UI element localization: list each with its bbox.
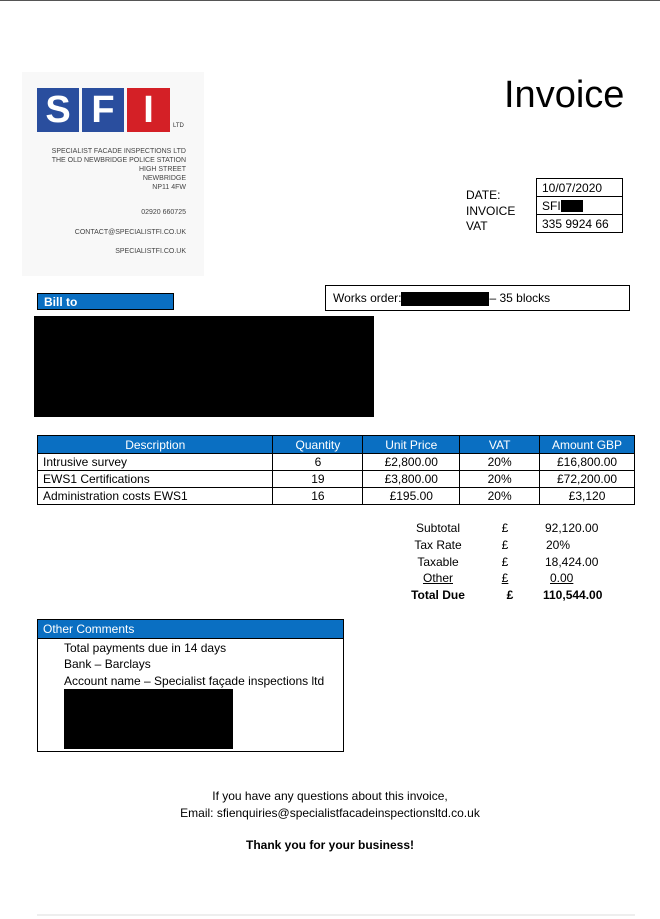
logo-letter-s: S: [37, 88, 79, 132]
comment-line: Bank – Barclays: [64, 657, 151, 671]
table-header-row: [38, 436, 635, 454]
cell-description: EWS1 Certifications: [38, 471, 273, 488]
meta-table: [536, 178, 623, 233]
invoice-number: [537, 197, 623, 215]
taxable-label: Taxable: [417, 555, 459, 569]
line-items-table: [37, 435, 635, 505]
invoice-prefix: SFI: [542, 198, 561, 213]
cell-unit-price: £3,800.00: [363, 471, 460, 488]
bill-to-redaction: [34, 316, 374, 417]
works-order-label: Works order:: [333, 291, 402, 305]
cell-description: Intrusive survey: [38, 454, 273, 471]
other-label: Other: [422, 571, 453, 585]
comment-line: Total payments due in 14 days: [64, 641, 227, 655]
cell-vat: 20%: [460, 488, 540, 505]
logo-letter-f: F: [82, 88, 124, 132]
address-line: SPECIALIST FACADE INSPECTIONS LTD: [51, 148, 186, 155]
company-phone: 02920 660725: [141, 209, 186, 216]
date-label: DATE:: [466, 188, 501, 202]
table-row: [38, 471, 635, 488]
column-header: Unit Price: [363, 436, 460, 454]
cell-amount: £72,200.00: [540, 471, 635, 488]
document-title: Invoice: [504, 74, 625, 116]
tax-rate-label: Tax Rate: [414, 538, 462, 552]
cell-unit-price: £2,800.00: [363, 454, 460, 471]
subtotal-currency: £: [501, 521, 509, 535]
taxable-currency: £: [501, 555, 509, 569]
top-border: [0, 0, 660, 1]
other-value: 0.00: [550, 571, 574, 585]
address-line: THE OLD NEWBRIDGE POLICE STATION: [51, 157, 186, 164]
address-line: NEWBRIDGE: [142, 175, 186, 182]
meta-labels: [466, 188, 515, 235]
cell-quantity: 16: [273, 488, 363, 505]
address-line: NP11 4FW: [152, 184, 186, 191]
invoice-label: INVOICE: [466, 203, 516, 218]
cell-quantity: 6: [273, 454, 363, 471]
table-row: [38, 488, 635, 505]
column-header: Quantity: [273, 436, 363, 454]
cell-unit-price: £195.00: [363, 488, 460, 505]
total-due-label: Total Due: [411, 588, 465, 602]
comment-redaction: [64, 689, 233, 749]
other-currency: £: [501, 571, 509, 585]
cell-quantity: 19: [273, 471, 363, 488]
table-row: [38, 454, 635, 471]
cell-vat: 20%: [460, 471, 540, 488]
footer-email[interactable]: Email: sfienquiries@specialistfacadeinspectionsltd.co.uk: [180, 806, 480, 820]
works-order-box: [325, 285, 630, 311]
column-header: Amount GBP: [540, 436, 635, 454]
company-logo: [37, 88, 197, 132]
other-comments-header: Other Comments: [38, 620, 343, 639]
address-line: HIGH STREET: [138, 166, 186, 173]
company-email: CONTACT@SPECIALISTFI.CO.UK: [74, 229, 186, 236]
total-due-currency: £: [506, 588, 514, 602]
redaction-block: [561, 200, 583, 212]
footer-question: If you have any questions about this invoice,: [212, 789, 448, 803]
logo-letter-i: I: [127, 88, 170, 132]
company-website: SPECIALISTFI.CO.UK: [115, 248, 186, 255]
date-value: 10/07/2020: [537, 179, 623, 197]
column-header: Description: [38, 436, 273, 454]
footer-thanks: Thank you for your business!: [245, 838, 415, 852]
tax-rate-currency: £: [501, 538, 509, 552]
subtotal-label: Subtotal: [415, 521, 461, 535]
subtotal-value: 92,120.00: [545, 521, 599, 535]
cell-amount: £16,800.00: [540, 454, 635, 471]
tax-rate-value: 20%: [546, 538, 571, 552]
company-address: [22, 147, 186, 192]
vat-label: VAT: [466, 219, 488, 233]
works-order-suffix: – 35 blocks: [489, 291, 551, 305]
redaction-block: [401, 292, 489, 306]
cell-amount: £3,120: [540, 488, 635, 505]
bill-to-header: Bill to: [37, 293, 174, 310]
bottom-border: [37, 914, 635, 916]
column-header: VAT: [460, 436, 540, 454]
cell-vat: 20%: [460, 454, 540, 471]
total-due-value: 110,544.00: [543, 588, 603, 602]
vat-number: 335 9924 66: [537, 215, 623, 233]
taxable-value: 18,424.00: [545, 555, 599, 569]
cell-description: Administration costs EWS1: [38, 488, 273, 505]
logo-suffix: LTD: [173, 123, 184, 129]
comment-line: Account name – Specialist façade inspections ltd: [64, 674, 325, 688]
